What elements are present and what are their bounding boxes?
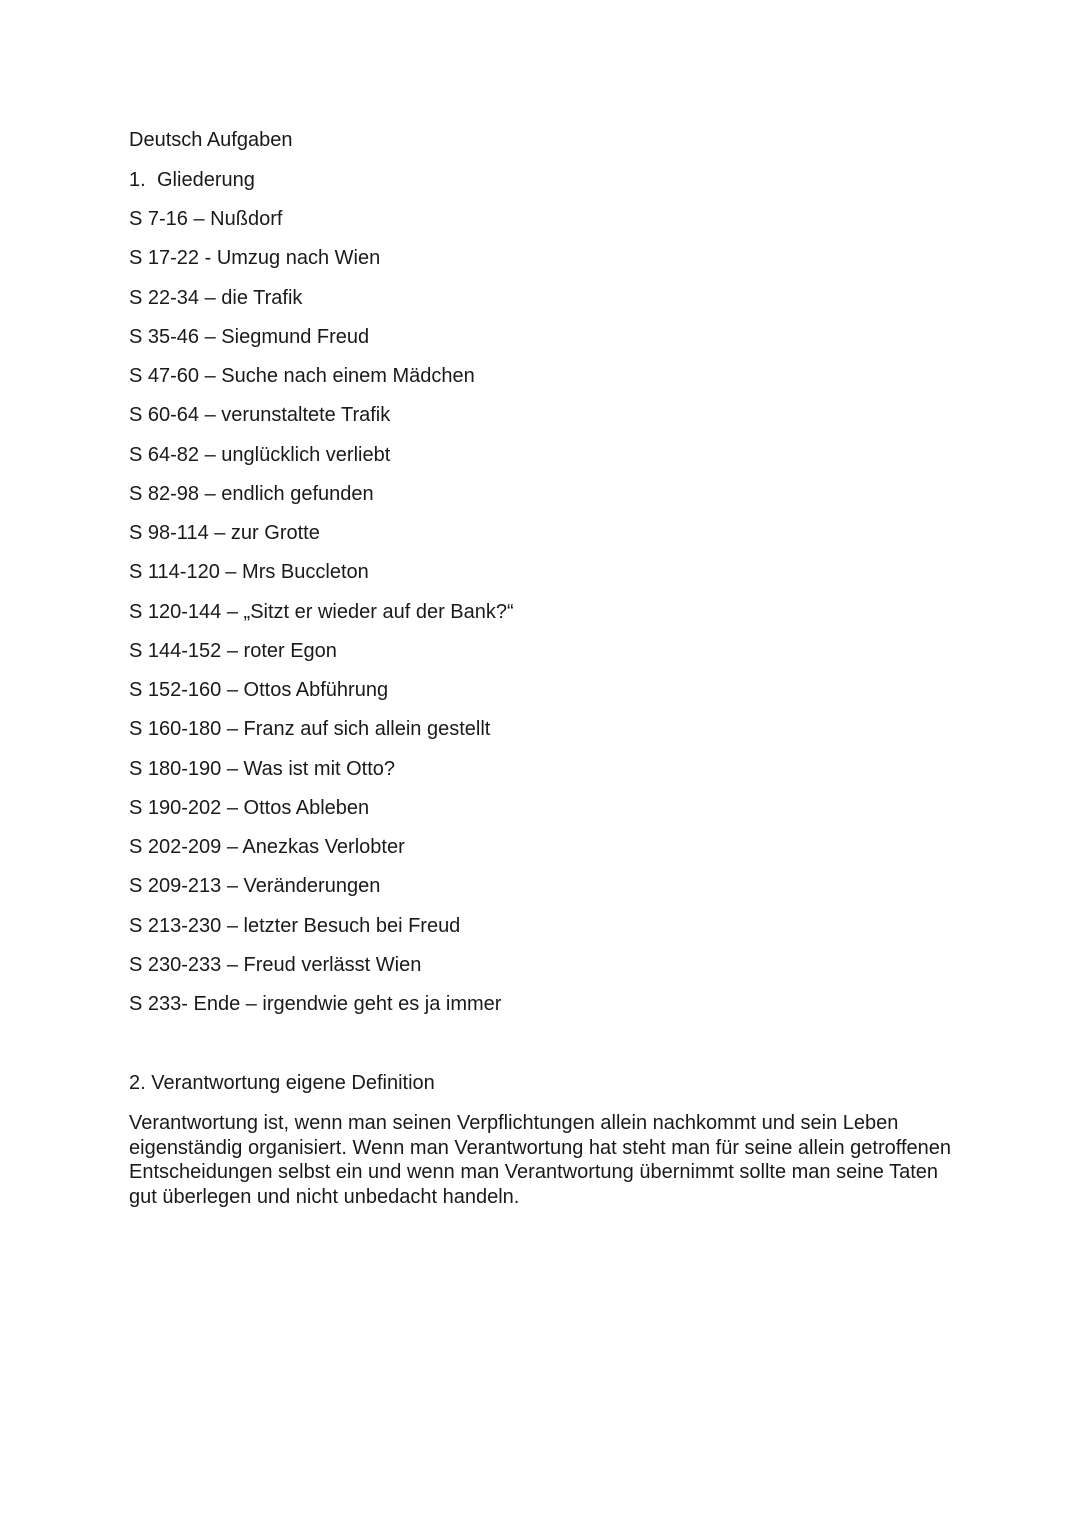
outline-item: S 190-202 – Ottos Ableben [129, 796, 370, 819]
outline-item: S 17-22 - Umzug nach Wien [129, 247, 381, 270]
outline-item: S 180-190 – Was ist mit Otto? [129, 757, 396, 780]
outline-item: S 213-230 – letzter Besuch bei Freud [129, 914, 461, 937]
outline-item: S 202-209 – Anezkas Verlobter [129, 836, 405, 858]
outline-item: S 152-160 – Ottos Abführung [129, 679, 389, 701]
outline-item: S 35-46 – Siegmund Freud [129, 325, 370, 348]
outline-item: S 82-98 – endlich gefunden [129, 482, 374, 505]
outline-list [129, 207, 514, 1031]
outline-item: S 114-120 – Mrs Buccleton [129, 561, 369, 584]
outline-item: S 144-152 – roter Egon [129, 639, 337, 662]
outline-item: S 160-180 – Franz auf sich allein gestellt [129, 718, 491, 741]
outline-item: S 230-233 – Freud verlässt Wien [129, 953, 422, 976]
outline-item: S 60-64 – verunstaltete Trafik [129, 404, 391, 427]
section-2-heading: 2. Verantwortung eigene Definition [129, 1072, 435, 1094]
document-title: Deutsch Aufgaben [129, 129, 293, 151]
outline-item: S 209-213 – Veränderungen [129, 875, 381, 898]
section-1-number: 1. [129, 169, 146, 191]
outline-item: S 233- Ende – irgendwie geht es ja immer [129, 993, 502, 1015]
outline-item: S 47-60 – Suche nach einem Mädchen [129, 365, 475, 387]
section-1-title: Gliederung [157, 169, 255, 191]
outline-item: S 64-82 – unglücklich verliebt [129, 443, 391, 466]
outline-item: S 120-144 – „Sitzt er wieder auf der Bank?“ [129, 600, 514, 623]
outline-item: S 98-114 – zur Grotte [129, 522, 320, 544]
outline-item: S 7-16 – Nußdorf [129, 208, 283, 230]
definition-paragraph: Verantwortung ist, wenn man seinen Verpflichtungen allein nachkommt und sein Leben eigenständig organisiert. Wenn man Verantwortung hat steht man für seine allein getroffenen Entscheidungen selbst ein und wenn man Verantwortung übernimmt sollte man seine Taten gut überlegen und nicht unbedacht handeln. [129, 1112, 952, 1208]
section-1-heading [129, 168, 255, 192]
outline-item: S 22-34 – die Trafik [129, 286, 303, 309]
